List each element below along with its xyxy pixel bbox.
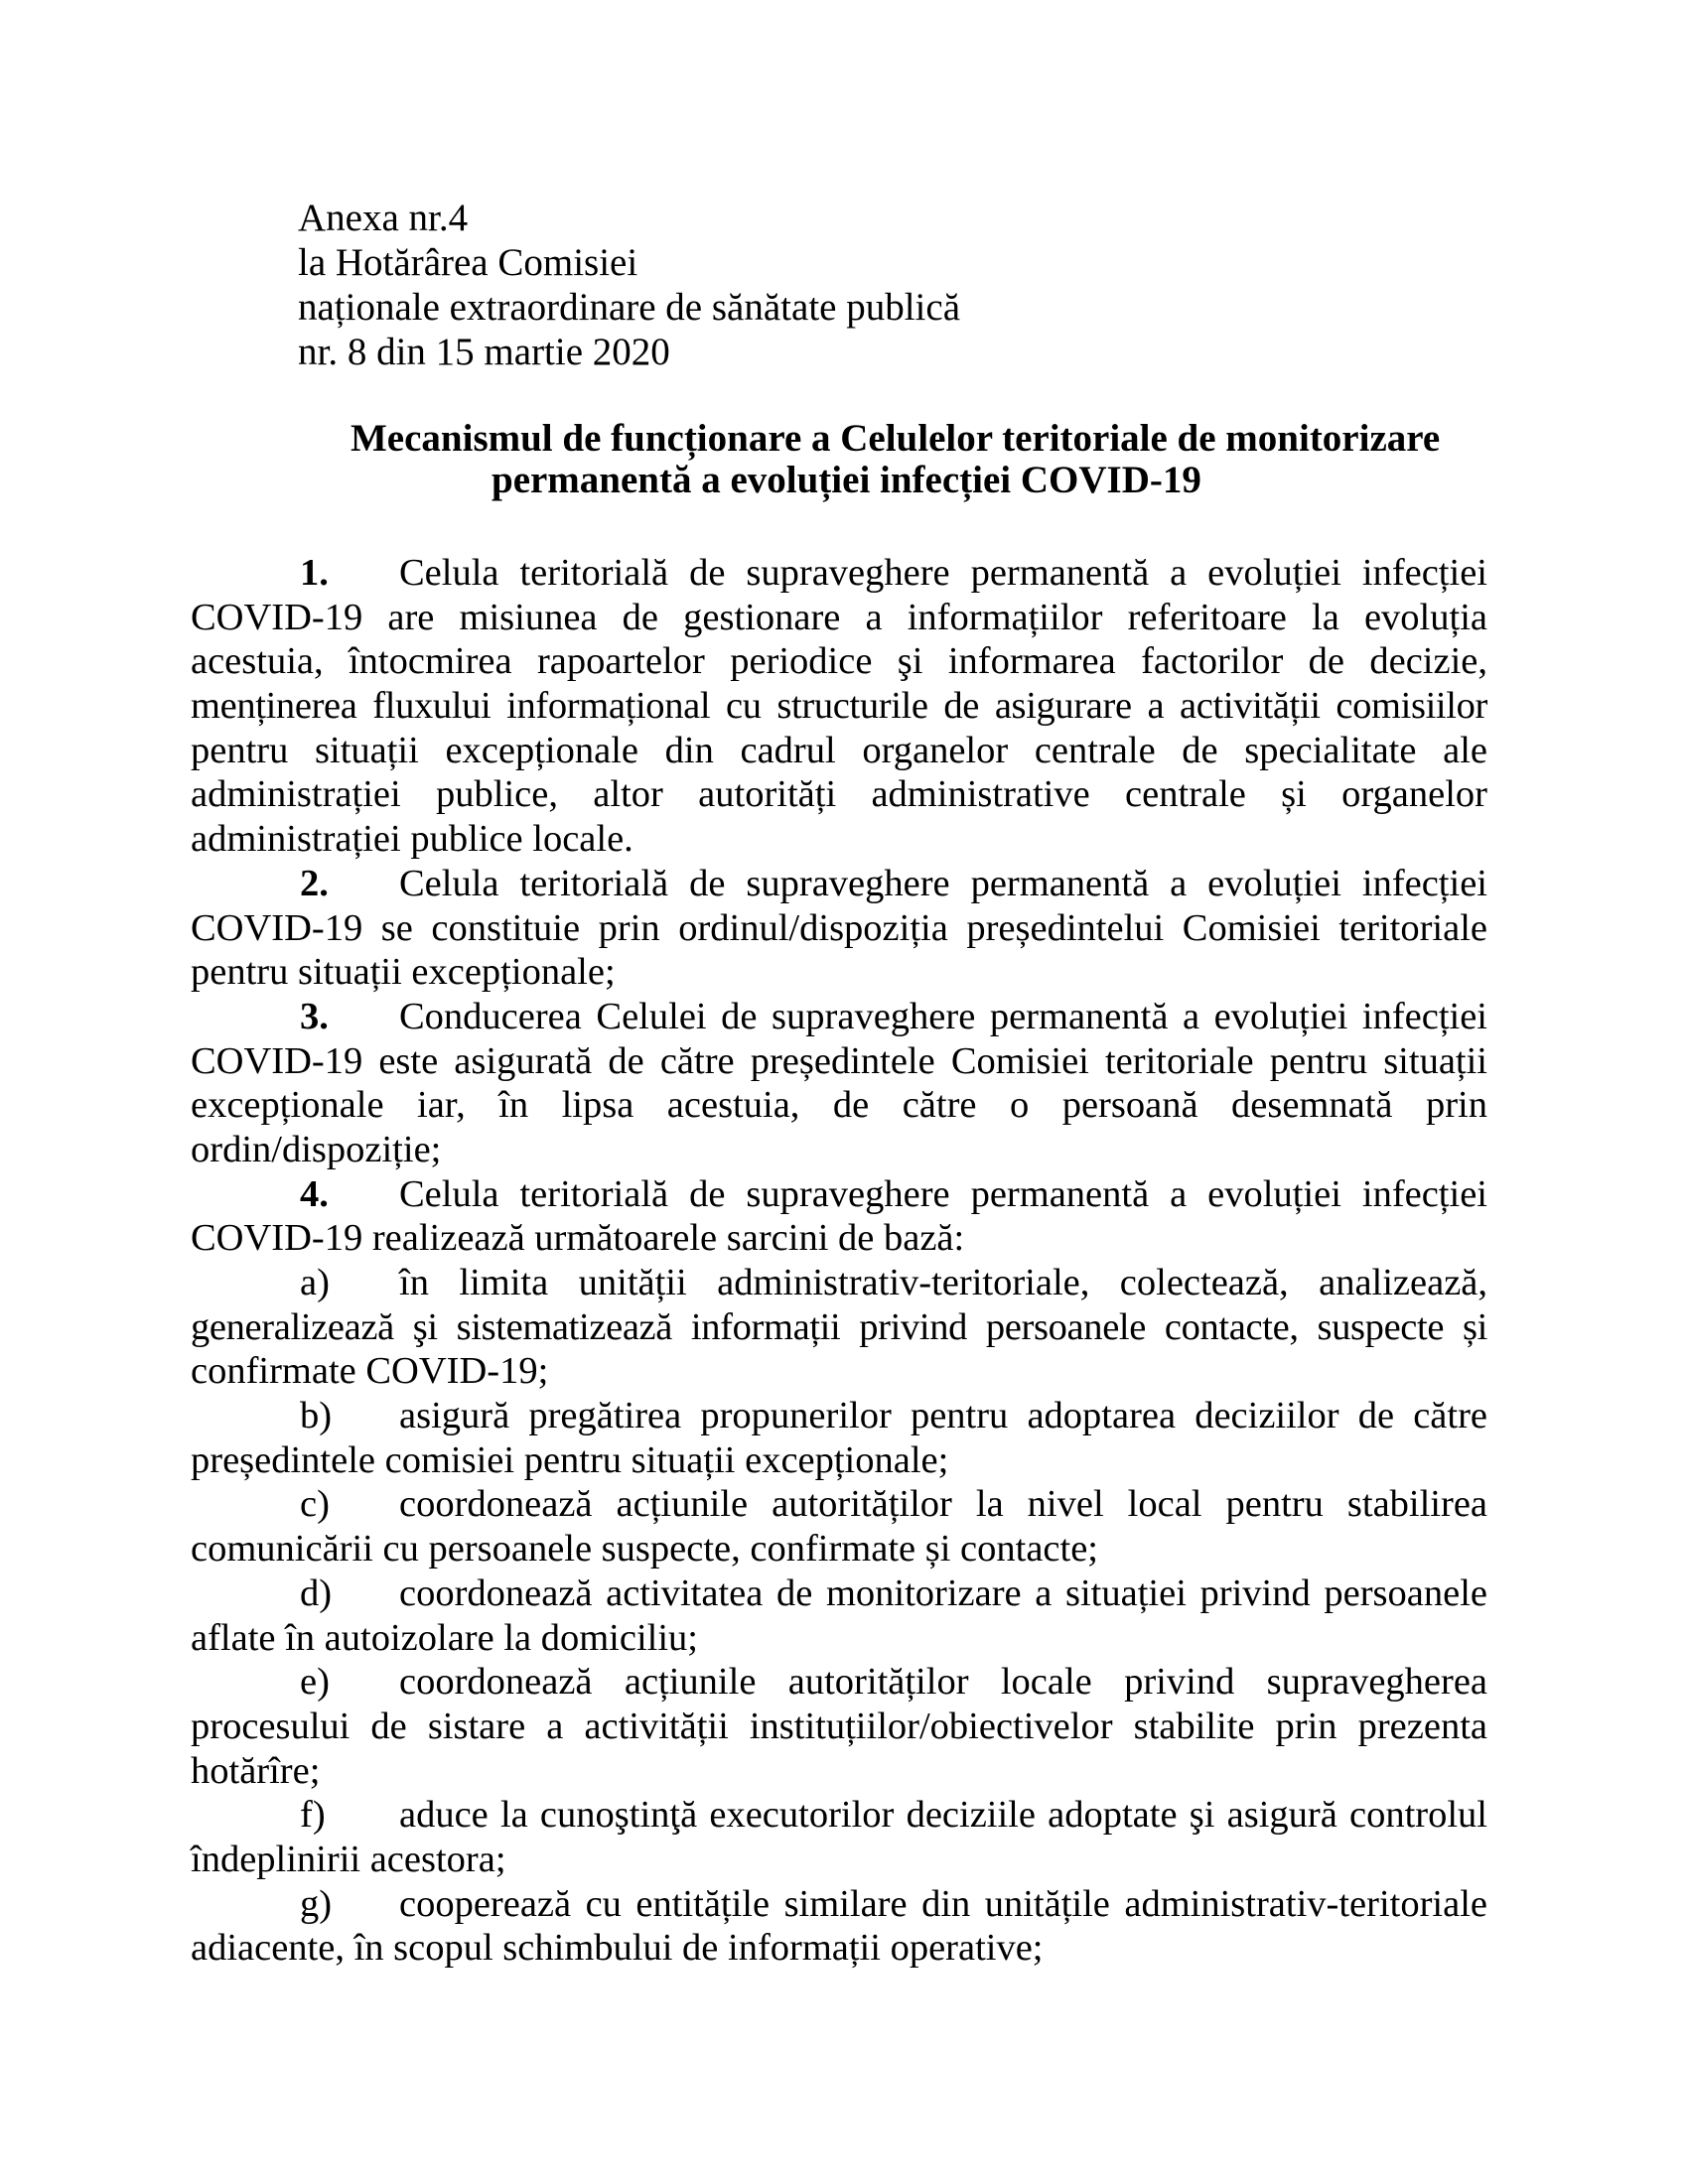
numbered-item: [191, 1571, 1487, 1660]
item-text: cooperează cu entitățile similare din unitățile administrativ-teritoriale: [399, 1882, 1487, 1925]
item-first-line: [191, 862, 1487, 906]
item-text: Celula teritorială de supraveghere permanentă a evoluției infecției: [399, 552, 1487, 594]
annex-commission-name: naționale extraordinare de sănătate publică: [298, 286, 960, 329]
numbered-item: [191, 1261, 1487, 1394]
item-first-line: [191, 1261, 1487, 1305]
numbered-item: [191, 1793, 1487, 1881]
item-text: coordonează acțiunile autorităților locale privind supravegherea: [399, 1661, 1487, 1704]
item-first-line: [191, 1172, 1487, 1217]
document-body: [191, 551, 1487, 1971]
item-text-line: pentru situații excepționale din cadrul organelor centrale de specialitate ale: [191, 729, 1487, 771]
item-text-line: COVID-19 are misiunea de gestionare a informațiilor referitoare la evoluția: [191, 596, 1487, 638]
item-text-line: excepționale iar, în lipsa acestuia, de către o persoană desemnată prin: [191, 1084, 1487, 1127]
item-text: coordonează activitatea de monitorizare a situației privind persoanele: [399, 1571, 1487, 1614]
item-first-line: [191, 1571, 1487, 1616]
annex-decision-reference: la Hotărârea Comisiei: [298, 241, 638, 284]
item-marker: 1.: [300, 552, 329, 594]
item-first-line: [191, 1394, 1487, 1438]
item-text-line: COVID-19 realizează următoarele sarcini de bază:: [191, 1217, 965, 1260]
item-text-line: administrației publice locale.: [191, 818, 633, 861]
item-text-line: COVID-19 se constituie prin ordinul/dispoziția președintelui Comisiei teritoriale: [191, 906, 1487, 949]
item-marker: e): [300, 1661, 330, 1704]
item-marker: b): [300, 1395, 333, 1437]
numbered-item: [191, 1882, 1487, 1971]
item-first-line: [191, 1882, 1487, 1927]
item-text: în limita unității administrativ-teritoriale, colectează, analizează,: [399, 1262, 1487, 1303]
document-title: [191, 418, 1487, 501]
numbered-item: [191, 1172, 1487, 1261]
numbered-item: [191, 1660, 1487, 1793]
item-text-line: comunicării cu persoanele suspecte, confirmate și contacte;: [191, 1528, 1098, 1570]
item-first-line: [191, 1482, 1487, 1527]
item-text-line: COVID-19 este asigurată de către președintele Comisiei teritoriale pentru situații: [191, 1039, 1487, 1082]
item-marker: 2.: [300, 862, 329, 904]
numbered-item: [191, 1482, 1487, 1570]
item-text-line: acestuia, întocmirea rapoartelor periodice şi informarea factorilor de decizie,: [191, 640, 1487, 683]
item-text-line: confirmate COVID-19;: [191, 1350, 549, 1393]
item-marker: 4.: [300, 1172, 329, 1215]
item-text-line: generalizează şi sistematizează informații privind persoanele contacte, suspecte și: [191, 1305, 1487, 1348]
item-text-line: președintele comisiei pentru situații excepționale;: [191, 1438, 949, 1481]
item-first-line: [191, 995, 1487, 1039]
item-marker: d): [300, 1571, 333, 1614]
item-text-line: îndeplinirii acestora;: [191, 1838, 506, 1880]
numbered-item: [191, 551, 1487, 862]
annex-decision-date: nr. 8 din 15 martie 2020: [298, 331, 670, 373]
item-text: Celula teritorială de supraveghere permanentă a evoluției infecției: [399, 862, 1487, 904]
annex-header: [298, 196, 960, 374]
item-text-line: procesului de sistare a activității instituțiilor/obiectivelor stabilite prin prezenta: [191, 1705, 1487, 1747]
numbered-item: [191, 995, 1487, 1172]
numbered-item: [191, 1394, 1487, 1482]
item-text-line: ordin/dispoziție;: [191, 1128, 442, 1170]
item-marker: g): [300, 1882, 333, 1925]
item-first-line: [191, 1793, 1487, 1838]
item-text-line: aflate în autoizolare la domiciliu;: [191, 1616, 698, 1659]
title-line-2: permanentă a evoluției infecției COVID-19: [492, 459, 1201, 501]
item-text: asigură pregătirea propunerilor pentru adoptarea deciziilor de către: [399, 1395, 1487, 1437]
item-text: Conducerea Celulei de supraveghere permanentă a evoluției infecției: [399, 995, 1487, 1037]
numbered-item: [191, 862, 1487, 995]
item-marker: f): [300, 1794, 326, 1837]
item-marker: c): [300, 1483, 330, 1526]
annex-number: Anexa nr.4: [298, 197, 469, 239]
item-text-line: pentru situații excepționale;: [191, 951, 616, 994]
item-text-line: administrației publice, altor autorități administrative centrale și organelor: [191, 773, 1487, 816]
item-first-line: [191, 551, 1487, 596]
item-text-line: menținerea fluxului informațional cu structurile de asigurare a activității comisiilor: [191, 685, 1487, 728]
title-line-1: Mecanismul de funcționare a Celulelor teritoriale de monitorizare: [351, 417, 1441, 460]
item-text: aduce la cunoştinţă executorilor deciziile adoptate şi asigură controlul: [399, 1794, 1487, 1837]
item-marker: a): [300, 1262, 330, 1303]
item-text-line: hotărîre;: [191, 1749, 321, 1792]
item-text: Celula teritorială de supraveghere permanentă a evoluției infecției: [399, 1172, 1487, 1215]
item-first-line: [191, 1660, 1487, 1705]
item-text: coordonează acțiunile autorităților la nivel local pentru stabilirea: [399, 1483, 1487, 1526]
item-text-line: adiacente, în scopul schimbului de informații operative;: [191, 1927, 1044, 1970]
item-marker: 3.: [300, 995, 329, 1037]
